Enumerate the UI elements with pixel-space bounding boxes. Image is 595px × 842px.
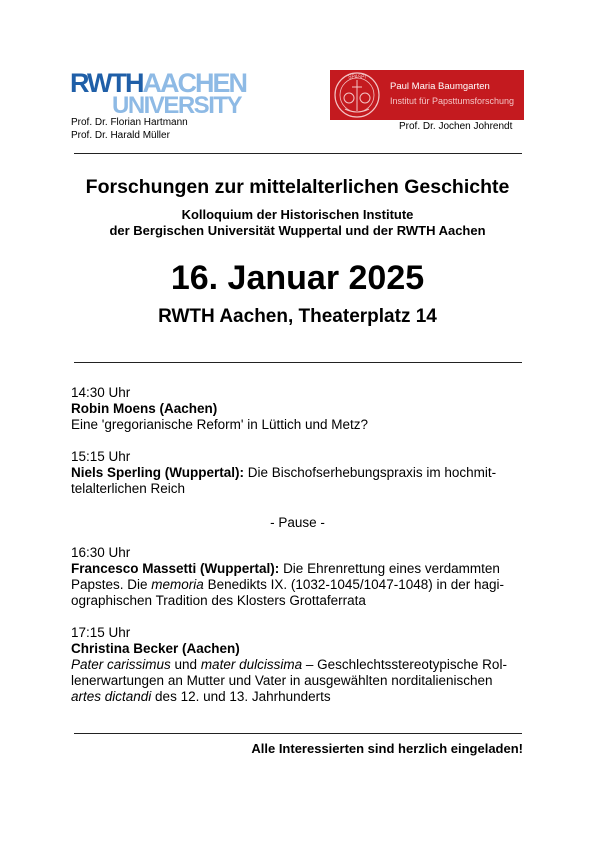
pause-label: - Pause - [270, 515, 325, 530]
divider-bottom [74, 733, 522, 734]
program-talk: Eine 'gregorianische Reform' in Lüttich und Metz? [71, 417, 369, 432]
program-talk-cont: telalterlichen Reich [71, 481, 186, 496]
program-item [71, 449, 526, 497]
program-talk-t2: – Geschlechtsstereotypische Rol- [302, 657, 507, 672]
pmb-name: Paul Maria Baumgarten [390, 81, 490, 92]
divider-top [74, 153, 522, 154]
program-talk-d: ographischen Tradition des Klosters Grottaferrata [71, 593, 366, 608]
program-talk: Die Ehrenrettung eines verdammten [283, 561, 500, 576]
subtitle [0, 207, 595, 239]
program-speaker: Robin Moens (Aachen) [71, 401, 218, 416]
program-item [71, 385, 526, 433]
page-title: Forschungen zur mittelalterlichen Geschichte [85, 176, 510, 198]
rwth-logo [70, 68, 247, 119]
rwth-logo-university: UNIVERSITY [112, 92, 242, 119]
program-talk-t1: und [170, 657, 201, 672]
program-talk-b: Papstes. Die [71, 577, 152, 592]
event-date: 16. Januar 2025 [170, 259, 425, 297]
program-time: 14:30 Uhr [71, 385, 131, 400]
event-place: RWTH Aachen, Theaterplatz 14 [158, 306, 437, 327]
pmb-subtitle: Institut für Papsttumsforschung [390, 96, 515, 106]
program-talk-t4: des 12. und 13. Jahrhunderts [151, 689, 331, 704]
program-time: 16:30 Uhr [71, 545, 131, 560]
prof-left-2: Prof. Dr. Harald Müller [71, 130, 170, 141]
divider-middle [74, 362, 522, 363]
papal-seal-icon [333, 71, 381, 119]
program-talk-italic: memoria [151, 577, 204, 592]
rwth-logo-aachen: AACHEN [142, 68, 247, 98]
prof-left-1: Prof. Dr. Florian Hartmann [71, 117, 188, 128]
program-talk: Die Bischofserhebungspraxis im hochmit- [247, 465, 497, 480]
program-speaker: Niels Sperling (Wuppertal): [71, 465, 245, 480]
program-speaker: Francesco Massetti (Wuppertal): [71, 561, 280, 576]
program-talk-italic-2: mater dulcissima [200, 657, 303, 672]
seal-text: SPASPI [348, 74, 366, 81]
program-time: 17:15 Uhr [71, 625, 131, 640]
program-time: 15:15 Uhr [71, 449, 131, 464]
program-talk-t3: lenerwartungen an Mutter und Vater in ausgewählten norditalienischen [71, 673, 493, 688]
subtitle-line2: der Bergischen Universität Wuppertal und der RWTH Aachen [109, 223, 486, 238]
program-speaker: Christina Becker (Aachen) [71, 641, 240, 656]
pmb-institute-logo [330, 70, 524, 120]
rwth-logo-rwth: RWTH [70, 68, 143, 98]
prof-right: Prof. Dr. Jochen Johrendt [399, 121, 513, 132]
prof-left [71, 116, 188, 142]
program-item [71, 625, 526, 705]
program-talk-italic-3: artes dictandi [71, 689, 152, 704]
subtitle-line1: Kolloquium der Historischen Institute [181, 207, 414, 222]
invitation: Alle Interessierten sind herzlich eingeladen! [251, 741, 523, 756]
program-item [71, 545, 526, 609]
program-talk-c: Benedikts IX. (1032-1045/1047-1048) in der hagi- [203, 577, 505, 592]
program-talk-italic-1: Pater carissimus [71, 657, 171, 672]
